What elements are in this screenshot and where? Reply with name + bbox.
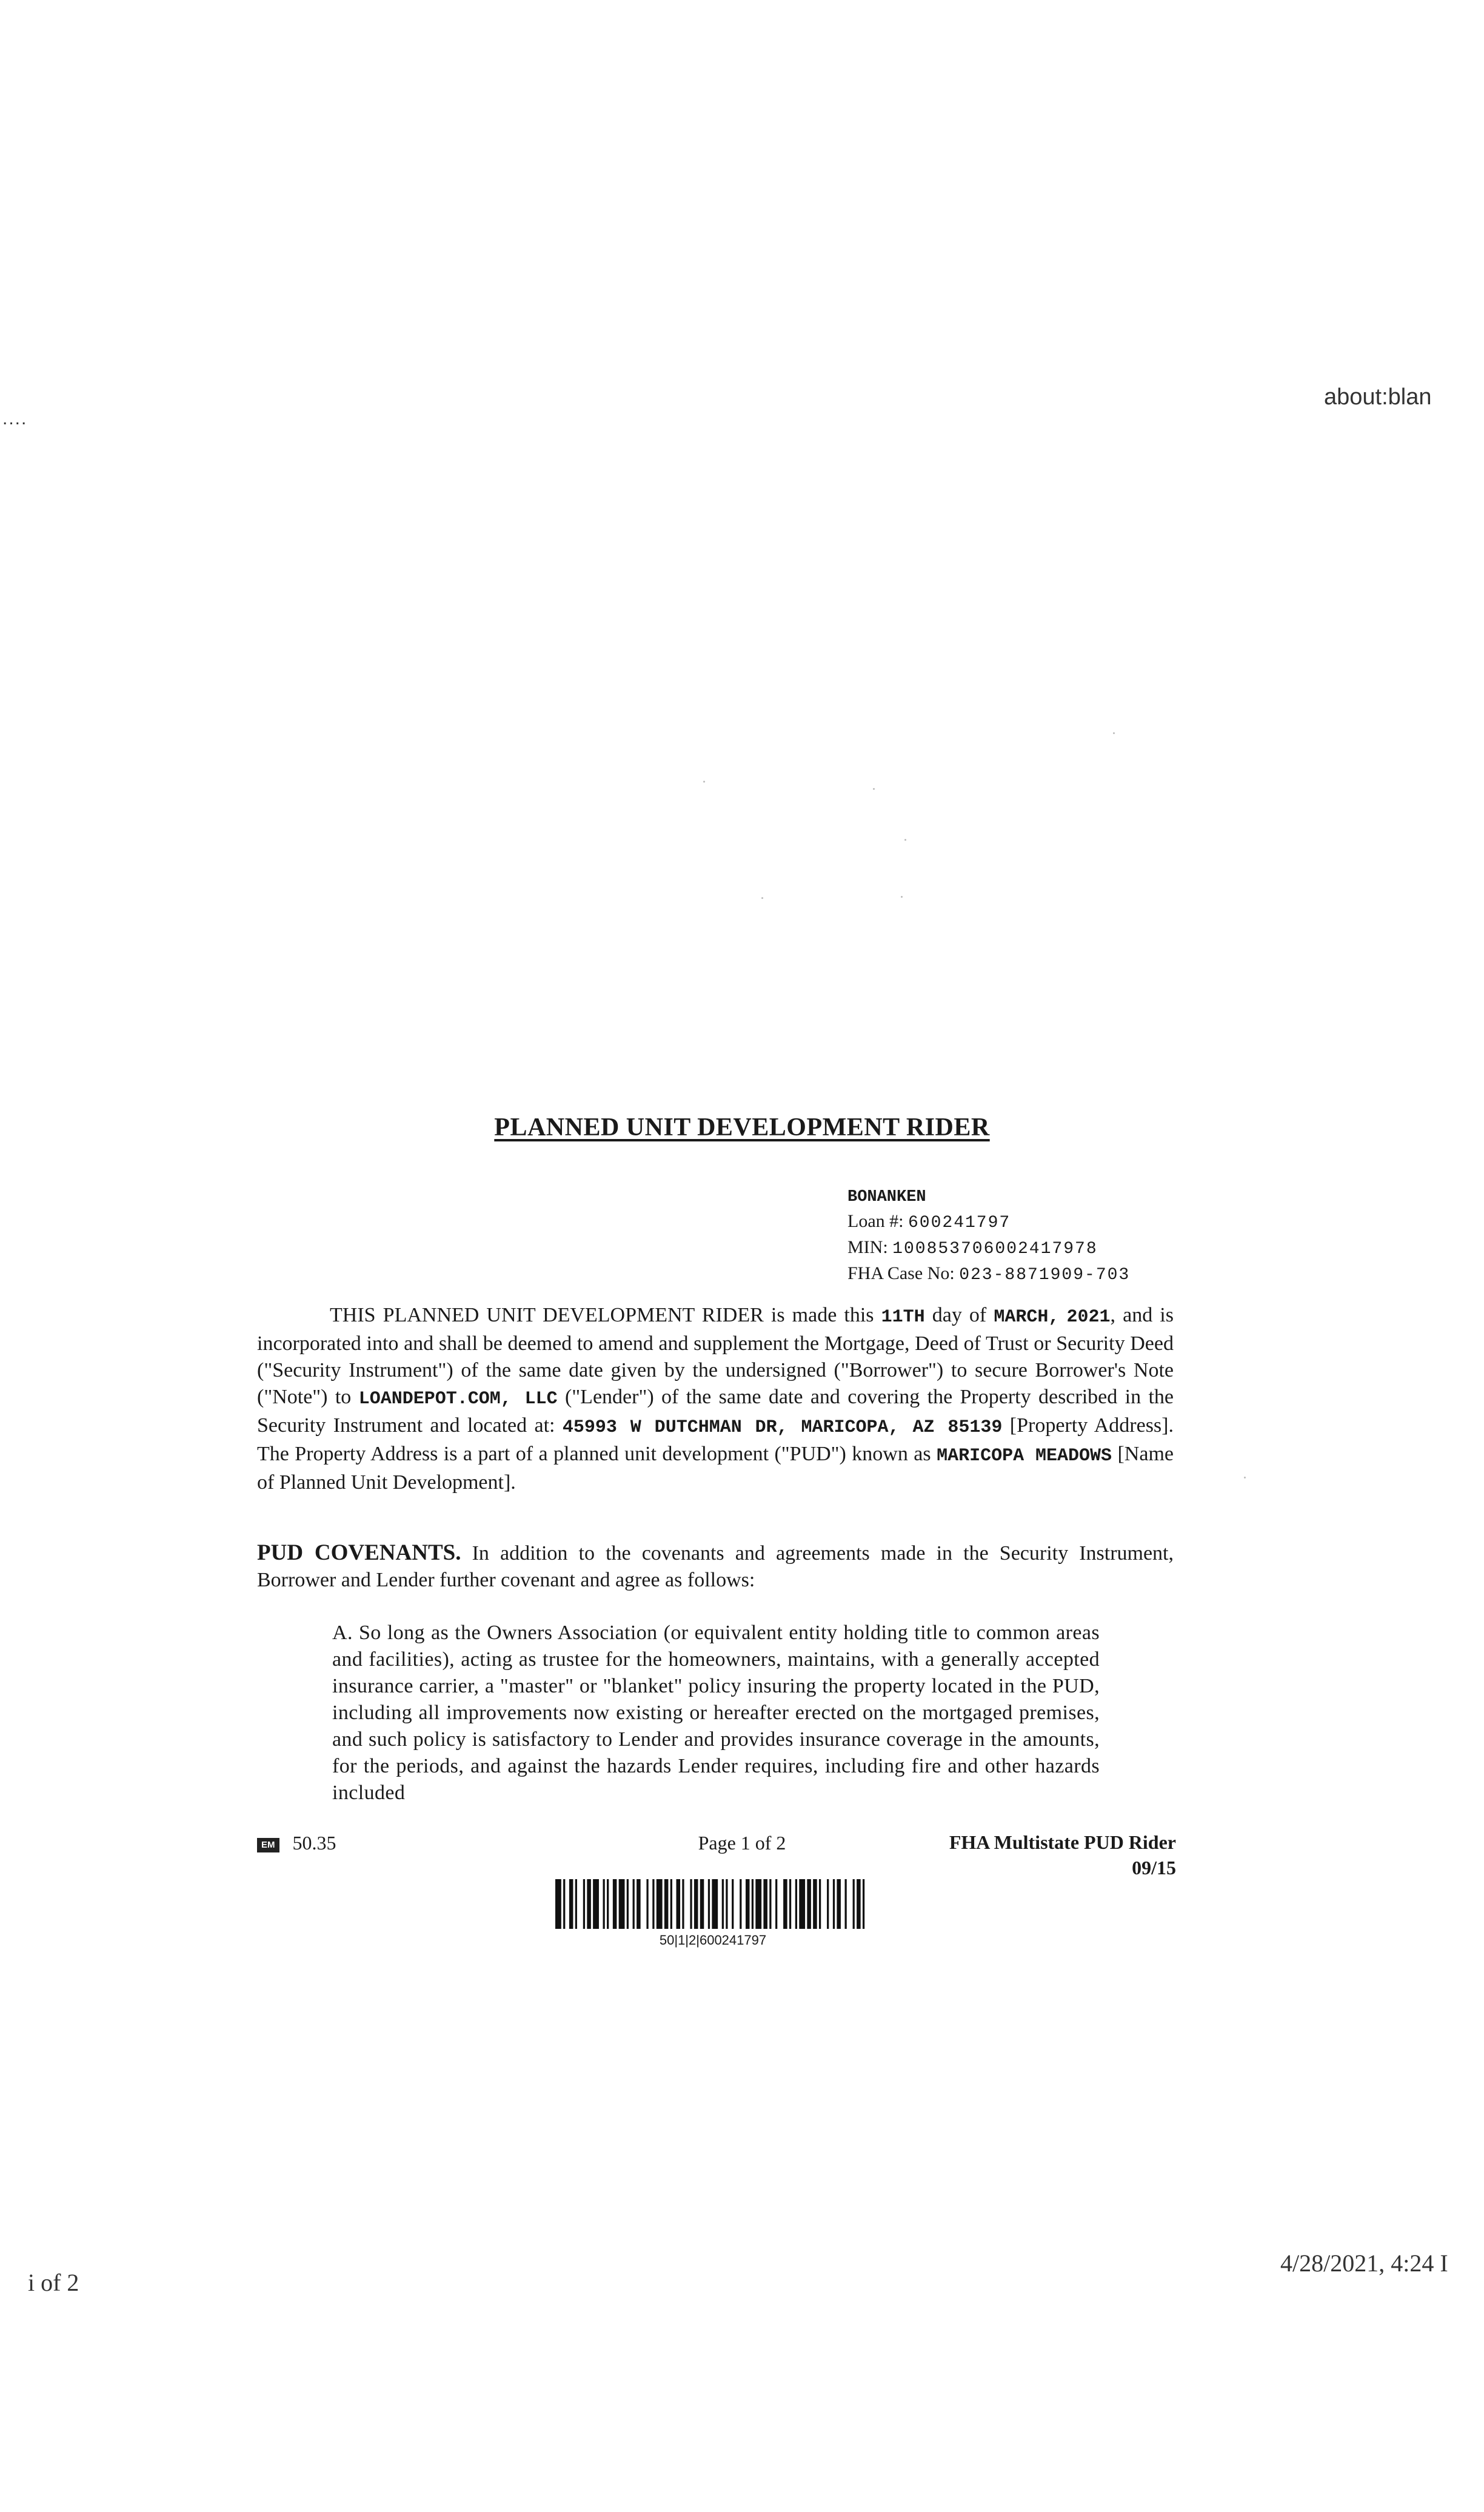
barcode-bar bbox=[775, 1879, 777, 1929]
barcode-bar bbox=[844, 1879, 846, 1929]
scan-speck bbox=[761, 897, 763, 899]
intro-text-4: , and is incorporated into and shall be deemed to amend and supplement the Mortgage, Deed of Trust or Security Deed ("Security Instrument") of the same date given by the undersigned ("Borrower") to secure Borrower's Note ("Note") to bbox=[257, 1304, 1174, 1408]
barcode-bar bbox=[619, 1879, 625, 1929]
rider-year: 2021 bbox=[1066, 1307, 1111, 1328]
scan-speck bbox=[1244, 1477, 1246, 1478]
barcode-bar bbox=[682, 1879, 684, 1929]
fha-case-label: FHA Case No: bbox=[847, 1263, 955, 1283]
barcode-bar bbox=[657, 1879, 663, 1929]
barcode-bar bbox=[694, 1879, 698, 1929]
barcode-bar bbox=[863, 1879, 864, 1929]
barcode-bar bbox=[700, 1879, 704, 1929]
pud-covenants-paragraph bbox=[257, 1540, 1174, 1594]
scan-speck bbox=[1113, 732, 1115, 734]
rider-month: MARCH, bbox=[994, 1307, 1060, 1328]
barcode-text: 50|1|2|600241797 bbox=[659, 1932, 767, 1948]
barcode-bar bbox=[563, 1879, 565, 1929]
barcode-bar bbox=[746, 1879, 750, 1929]
barcode-bar bbox=[613, 1879, 617, 1929]
form-date: 09/15 bbox=[1132, 1857, 1176, 1879]
intro-text-2: day of bbox=[924, 1304, 994, 1326]
barcode-bar bbox=[726, 1879, 727, 1929]
intro-paragraph bbox=[257, 1302, 1174, 1496]
loan-identification-block bbox=[847, 1183, 1130, 1288]
barcode-bar bbox=[646, 1879, 648, 1929]
loan-number-label: Loan #: bbox=[847, 1211, 904, 1231]
form-name: FHA Multistate PUD Rider bbox=[949, 1831, 1176, 1853]
barcode-bar bbox=[795, 1879, 797, 1929]
print-footer-timestamp: 4/28/2021, 4:24 I bbox=[1280, 2250, 1448, 2277]
barcode-bar bbox=[740, 1879, 741, 1929]
scan-speck bbox=[901, 896, 903, 898]
barcode-bar bbox=[853, 1879, 855, 1929]
barcode-bar bbox=[555, 1879, 561, 1929]
intro-text-6: [Property Address]. The Property Address is a part of a planned unit development ("PUD") known as bbox=[257, 1414, 1174, 1465]
barcode-bar bbox=[783, 1879, 787, 1929]
rider-day: 11TH bbox=[881, 1307, 925, 1328]
intro-text-1: THIS PLANNED UNIT DEVELOPMENT RIDER is made this bbox=[330, 1304, 881, 1326]
barcode-bar bbox=[708, 1879, 710, 1929]
scan-speck bbox=[703, 781, 705, 783]
barcode-bar bbox=[690, 1879, 692, 1929]
pud-name: MARICOPA MEADOWS bbox=[937, 1446, 1112, 1466]
pud-covenants-heading: PUD COVENANTS. bbox=[257, 1540, 461, 1565]
barcode-bar bbox=[633, 1879, 635, 1929]
barcode-bar bbox=[837, 1879, 841, 1929]
form-name-block bbox=[849, 1829, 1176, 1880]
covenant-a-paragraph: A. So long as the Owners Association (or equivalent entity holding title to common areas and facilities), acting as trustee for the homeowners, maintains, with a generally accepted insurance carrier, a "master" or "blanket" policy insuring the property located in the PUD, including all improvements now existing or hereafter erected on the mortgaged premises, and such policy is satisfactory to Lender and provides insurance coverage in the amounts, for the periods, and against the hazards Lender requires, including fire and other hazards included bbox=[332, 1622, 1100, 1804]
print-header-url: about:blan bbox=[1324, 384, 1432, 410]
barcode-bar bbox=[583, 1879, 585, 1929]
barcode-bar bbox=[603, 1879, 604, 1929]
barcode-bar bbox=[670, 1879, 672, 1929]
barcode-bar bbox=[722, 1879, 724, 1929]
barcode-bar bbox=[833, 1879, 835, 1929]
barcode-bar bbox=[652, 1879, 654, 1929]
intro-text-7: [Name of Planned Unit Development]. bbox=[257, 1443, 1174, 1494]
form-publisher-logo: EM bbox=[257, 1838, 279, 1852]
barcode-bar bbox=[789, 1879, 791, 1929]
intro-text-5: ("Lender") of the same date and covering the Property described in the Security Instrument and located at: bbox=[257, 1386, 1174, 1437]
barcode-bar bbox=[732, 1879, 734, 1929]
min-number: 100853706002417978 bbox=[892, 1240, 1098, 1258]
barcode-bar bbox=[857, 1879, 861, 1929]
barcode-bar bbox=[593, 1879, 599, 1929]
loan-number: 600241797 bbox=[907, 1214, 1011, 1232]
scan-speck bbox=[873, 788, 875, 790]
barcode-bar bbox=[752, 1879, 754, 1929]
barcode-bar bbox=[627, 1879, 629, 1929]
lender-name: LOANDEPOT.COM, LLC bbox=[358, 1389, 558, 1409]
page-number: Page 1 of 2 bbox=[698, 1832, 786, 1854]
form-code-number: 50.35 bbox=[292, 1832, 336, 1854]
barcode-bar bbox=[813, 1879, 817, 1929]
barcode-bar bbox=[676, 1879, 680, 1929]
print-header-left-text: .... bbox=[2, 415, 28, 429]
barcode-bar bbox=[827, 1879, 829, 1929]
barcode-bar bbox=[664, 1879, 669, 1929]
property-address: 45993 W DUTCHMAN DR, MARICOPA, AZ 85139 bbox=[562, 1417, 1003, 1438]
fha-case-number: 023-8871909-703 bbox=[959, 1266, 1131, 1284]
barcode-bar bbox=[799, 1879, 805, 1929]
barcode-bar bbox=[763, 1879, 767, 1929]
scan-speck bbox=[904, 839, 906, 841]
barcode-bar bbox=[569, 1879, 573, 1929]
document-title: PLANNED UNIT DEVELOPMENT RIDER bbox=[494, 1114, 990, 1141]
barcode-bar bbox=[807, 1879, 811, 1929]
barcode-bar bbox=[712, 1879, 718, 1929]
barcode-bar bbox=[819, 1879, 821, 1929]
barcode-bar bbox=[755, 1879, 761, 1929]
barcode-bar bbox=[587, 1879, 591, 1929]
borrower-name: BONANKEN bbox=[847, 1188, 926, 1206]
barcode-bar bbox=[637, 1879, 641, 1929]
pud-covenants-text: In addition to the covenants and agreements made in the Security Instrument, Borrower and Lender further covenant and agree as follows: bbox=[257, 1542, 1174, 1591]
document-barcode bbox=[555, 1879, 871, 1929]
barcode-bar bbox=[607, 1879, 609, 1929]
barcode-bar bbox=[575, 1879, 577, 1929]
print-footer-page-count: i of 2 bbox=[28, 2269, 79, 2296]
intro-text-3 bbox=[1059, 1304, 1066, 1326]
min-label: MIN: bbox=[847, 1237, 888, 1257]
barcode-bar bbox=[769, 1879, 771, 1929]
